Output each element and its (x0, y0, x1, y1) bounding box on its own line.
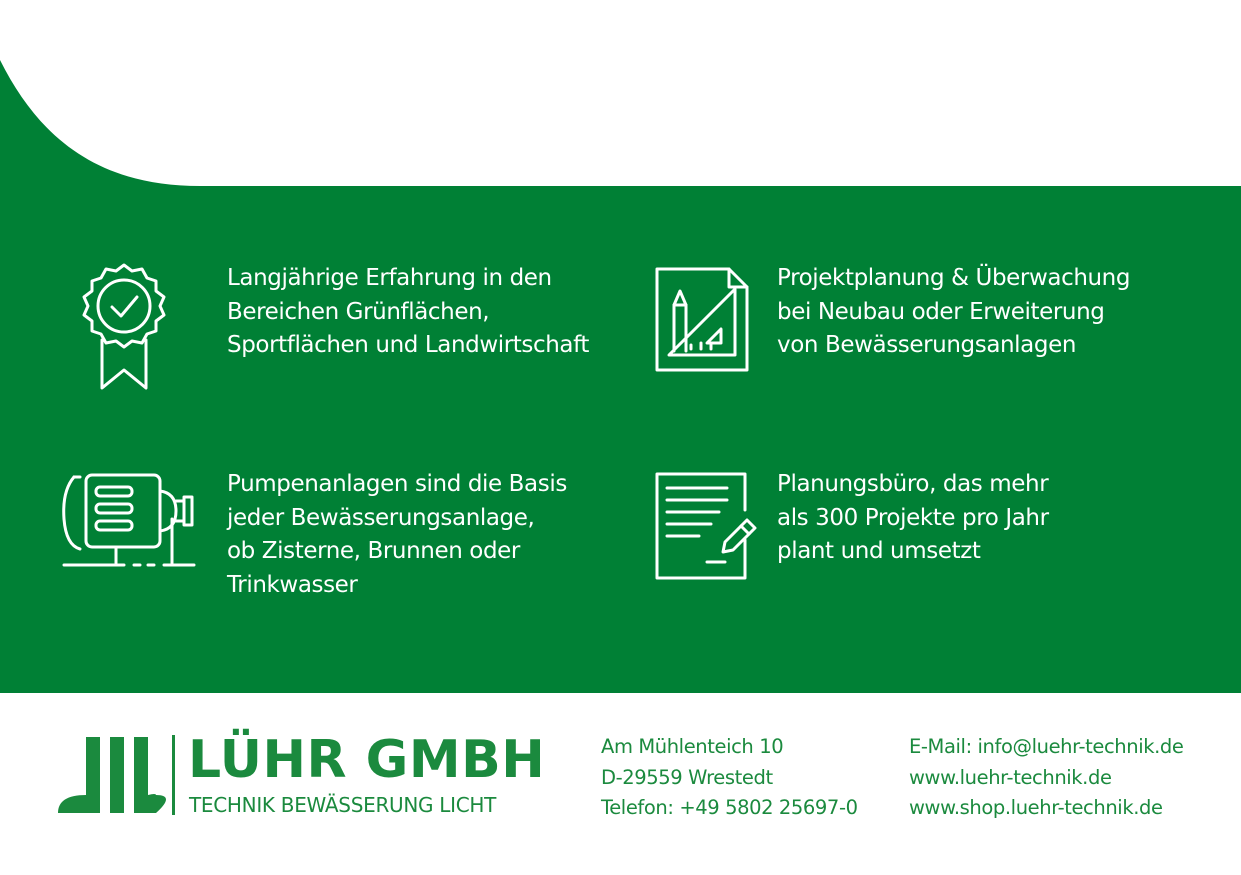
feature-line: ob Zisterne, Brunnen oder (227, 538, 520, 564)
company-tagline: TECHNIK BEWÄSSERUNG LICHT (189, 793, 497, 817)
feature-line: plant und umsetzt (777, 538, 981, 564)
award-rosette-icon (76, 262, 172, 398)
phone-number: Telefon: +49 5802 25697-0 (601, 796, 858, 819)
pump-motor-icon (60, 471, 196, 573)
feature-line: Trinkwasser (227, 571, 358, 598)
feature-line: Sportflächen und Landwirtschaft (227, 332, 590, 358)
feature-line: Bereichen Grünflächen, (227, 298, 490, 325)
feature-text-pump-systems (227, 468, 567, 602)
feature-text-experience (227, 262, 589, 363)
feature-line: Pumpenanlagen sind die Basis (227, 471, 567, 497)
blueprint-ruler-pencil-icon (655, 267, 749, 377)
shop-link[interactable]: www.shop.luehr-technik.de (909, 796, 1163, 819)
feature-line: Projektplanung & Überwachung (777, 265, 1131, 291)
feature-line: Planungsbüro, das mehr (777, 471, 1049, 497)
address-city: D-29559 Wrestedt (601, 765, 773, 789)
feature-line: bei Neubau oder Erweiterung (777, 298, 1105, 325)
company-name: LÜHR GMBH (188, 730, 546, 790)
feature-line: als 300 Projekte pro Jahr (777, 504, 1049, 531)
website-link[interactable]: www.luehr-technik.de (909, 765, 1112, 789)
feature-line: Langjährige Erfahrung in den (227, 265, 552, 291)
online-contact-block (909, 732, 1184, 824)
feature-line: von Bewässerungsanlagen (777, 332, 1076, 358)
address-street: Am Mühlenteich 10 (601, 735, 784, 758)
contract-signature-icon (655, 472, 757, 584)
address-block (601, 732, 858, 824)
feature-line: jeder Bewässerungsanlage, (227, 504, 535, 531)
feature-text-project-planning (777, 262, 1130, 363)
band-background-shape (0, 60, 1241, 693)
email-link[interactable]: E-Mail: info@luehr-technik.de (909, 735, 1184, 758)
feature-text-planning-office (777, 468, 1049, 569)
luehr-logo-mark-icon (58, 733, 180, 819)
